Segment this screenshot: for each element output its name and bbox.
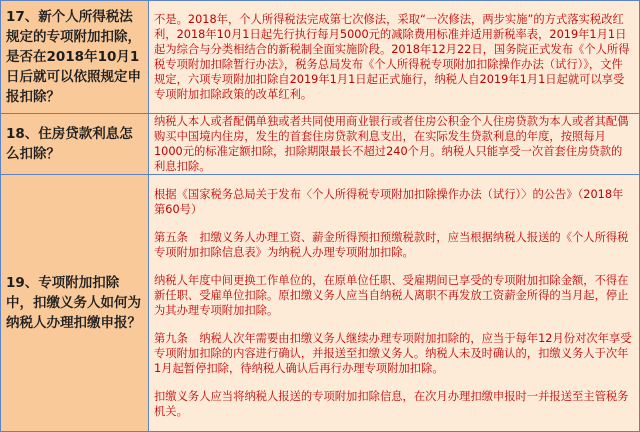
answer-paragraph: 纳税人本人或者配偶单独或者共同使用商业银行或者住房公积金个人住房贷款为本人或者其配偶购买中国境内住房，发生的首套住房贷款利息支出，在实际发生贷款利息的年度，按照每月1000元的标准定额扣除，扣除期限最长不超过240个月。纳税人只能享受一次首套住房贷款的利息扣除。 xyxy=(154,115,629,173)
answer-paragraph: 根据《国家税务总局关于发布〈个人所得税专项附加扣除操作办法（试行）〉的公告》（2018年第60号） xyxy=(154,188,624,216)
answer-paragraph: 扣缴义务人应当将纳税人报送的专项附加扣除信息，在次月办理扣缴申报时一并报送至主管税务机关。 xyxy=(154,390,629,418)
question-cell: 19、专项附加扣除中，扣缴义务人如何为纳税人办理扣缴申报？ xyxy=(1,175,149,432)
answer-cell xyxy=(149,175,640,432)
faq-row xyxy=(1,175,640,432)
faq-row xyxy=(1,1,640,114)
answer-paragraph: 第九条 纳税人次年需要由扣缴义务人继续办理专项附加扣除的，应当于每年12月份对次年享受专项附加扣除的内容进行确认，并报送至扣缴义务人。纳税人未及时确认的，扣缴义务人于次年1月起暂停扣除，待纳税人确认后再行办理专项附加扣除。 xyxy=(154,332,632,375)
question-cell: 17、新个人所得税法规定的专项附加扣除，是否在2018年10月1日后就可以依照规定申报扣除？ xyxy=(1,1,149,114)
answer-cell xyxy=(149,114,640,175)
answer-paragraph: 第五条 扣缴义务人办理工资、薪金所得预扣预缴税款时，应当根据纳税人报送的《个人所得税专项附加扣除信息表》为纳税人办理专项附加扣除。 xyxy=(154,231,629,259)
answer-cell xyxy=(149,1,640,114)
faq-row xyxy=(1,114,640,175)
question-cell: 18、住房贷款利息怎么扣除？ xyxy=(1,114,149,175)
answer-paragraph: 不是。2018年，个人所得税法完成第七次修法，采取“一次修法，两步实施”的方式落实税改红利，2018年10月1日起先行执行每月5000元的减除费用标准并适用新税率表，2019年1月1日起为综合与分类相结合的新税制全面实施阶段。2018年12月22日，国务院正式发布《个人所得税专项附加扣除暂行办法》，税务总局发布《个人所得税专项附加扣除操作办法（试行）》，文件规定，六项专项附加扣除自2019年1月1日起正式施行，纳税人自2019年1月1日起就可以享受专项附加扣除政策的改革红利。 xyxy=(154,13,630,101)
answer-paragraph: 纳税人年度中间更换工作单位的，在原单位任职、受雇期间已享受的专项附加扣除金额，不得在新任职、受雇单位扣除。原扣缴义务人应当自纳税人离职不再发放工资薪金所得的当月起，停止为其办理专项附加扣除。 xyxy=(154,274,629,317)
